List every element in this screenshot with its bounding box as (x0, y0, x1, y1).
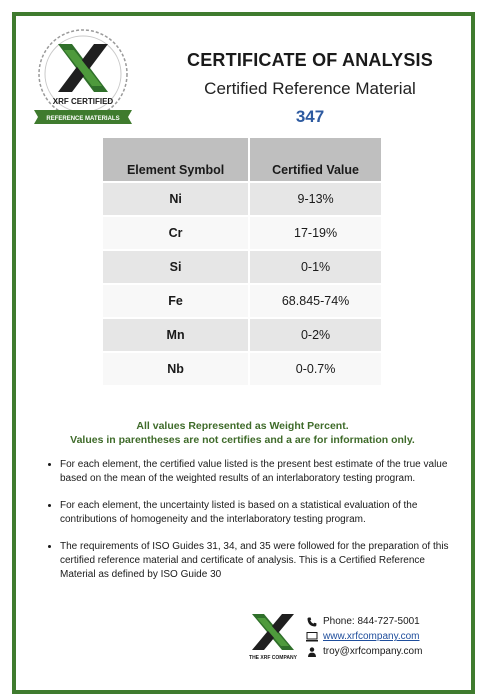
x-mark-icon (252, 614, 294, 650)
title-block (150, 50, 470, 127)
table-row (103, 251, 381, 283)
list-item: • For each element, the uncertainty listed is based on a statistical evaluation of the contributions of homogeneity and the interlaboratory testing program. (60, 499, 455, 527)
certified-value: 17-19% (248, 217, 381, 249)
certified-value: 0-2% (248, 319, 381, 351)
material-number: 347 (295, 107, 325, 126)
parentheses-note: Values in parentheses are not certifies and a are for information only. (70, 434, 415, 446)
column-header-value: Certified Value (248, 138, 381, 181)
company-logo-text: THE XRF COMPANY (249, 655, 297, 661)
page-title: CERTIFICATE OF ANALYSIS (187, 50, 433, 70)
email-line (305, 644, 422, 659)
certified-value: 9-13% (248, 183, 381, 215)
element-symbol: Nb (103, 353, 248, 385)
table-row (103, 183, 381, 215)
badge-text: XRF CERTIFIED (52, 97, 114, 106)
list-item: • The requirements of ISO Guides 31, 34, and 35 were followed for the preparation of this certified reference material and certificate of analysis. This is a Certified Reference Material as defined by ISO Guide 30 (60, 540, 455, 582)
phone-icon (305, 617, 319, 627)
element-symbol: Si (103, 251, 248, 283)
website-link[interactable]: www.xrfcompany.com (323, 631, 420, 642)
certified-value: 0-1% (248, 251, 381, 283)
table-row (103, 319, 381, 351)
badge-ribbon-text: REFERENCE MATERIALS (46, 116, 120, 122)
weight-percent-note: All values Represented as Weight Percent. (136, 420, 349, 432)
phone-text: Phone: 844-727-5001 (323, 616, 420, 627)
element-symbol: Ni (103, 183, 248, 215)
computer-icon (305, 632, 319, 642)
element-symbol: Mn (103, 319, 248, 351)
xrf-certified-badge-logo (24, 24, 142, 132)
list-item: • For each element, the certified value listed is the present best estimate of the true value based on the mean of the weighted results of an interlaboratory testing program. (60, 458, 455, 486)
contact-block (305, 614, 422, 659)
bullet-list (40, 458, 455, 595)
certified-value: 68.845-74% (248, 285, 381, 317)
table-row (103, 353, 381, 385)
phone-line (305, 614, 422, 629)
table-row (103, 285, 381, 317)
element-table (103, 136, 381, 387)
person-icon (305, 647, 319, 657)
page-subtitle: Certified Reference Material (204, 79, 416, 98)
website-line (305, 629, 422, 644)
element-symbol: Fe (103, 285, 248, 317)
column-header-symbol: Element Symbol (103, 138, 248, 181)
element-symbol: Cr (103, 217, 248, 249)
table-row (103, 217, 381, 249)
xrf-company-logo (246, 612, 300, 662)
email-text[interactable]: troy@xrfcompany.com (323, 646, 423, 657)
certified-value: 0-0.7% (248, 353, 381, 385)
table-header-row (103, 138, 381, 181)
